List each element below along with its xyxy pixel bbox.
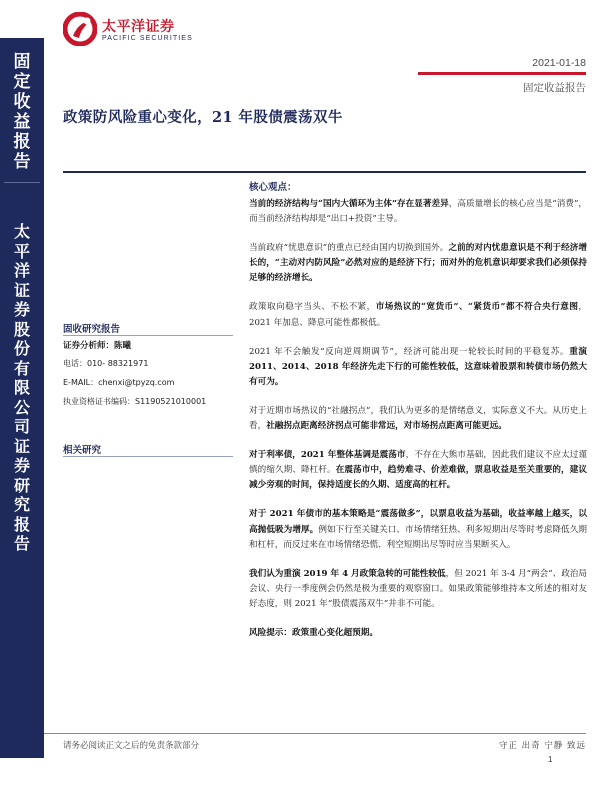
key-point-paragraph [249,300,587,330]
emphasis-text: 风险提示：政策重心变化超预期。 [249,627,378,638]
sidebar-company-label: 太 平 洋 证 券 股 份 有 限 公 司 证 券 研 究 报 告 [13,222,30,554]
emphasis-text: 社融拐点距离经济拐点可能非常远，对市场拐点距离可能更远。 [266,421,507,432]
key-point-paragraph [249,507,587,552]
page-number: 1 [548,755,553,764]
key-points-body [249,197,587,641]
body-text: 2021 年不会触发“反向逆周期调节”，经济可能出现一轮较长时间的平稳复苏。 [249,346,570,357]
key-point-paragraph [249,241,587,286]
emphasis-text: 我们认为重演 2019 年 4 月政策急转的可能性较低 [249,568,446,579]
body-text: 对于近期市场热议的“社融拐点”，我们认为更多的是情绪意义，实际意义不大。从历史上看， [249,405,587,432]
report-type: 固定收益报告 [523,82,586,94]
brand-name-cn: 太平洋证券 [102,19,175,35]
key-point-paragraph [249,345,587,390]
footer-disclaimer: 请务必阅读正文之后的免责条款部分 [63,741,200,751]
key-point-paragraph [249,404,587,434]
body-text: ，2021 年加息、降息可能性都极低。 [249,302,587,328]
company-logo-icon [63,12,97,46]
emphasis-text: 市场热议的“宽货币”、“紧货币”都不符合央行意图 [375,302,579,313]
analyst-phone: 电话：010- 88321971 [63,359,149,368]
body-text: 政策取向稳字当头、不松不紧， [249,302,376,313]
analyst-license: 执业资格证书编码：S1190521010001 [63,397,207,406]
emphasis-text: 对于利率债，2021 年整体基调是震荡市 [249,450,406,461]
emphasis-text: 对于 2021 年债市的基本策略是“震荡做多”，以票息收益为基础，收益率越上越买，以高抛低吸为增厚。 [249,509,587,535]
body-text: 当前政府“忧患意识”的重点已经由国内切换到国外。 [249,243,449,254]
footer-rule [44,733,586,734]
key-points [249,179,587,641]
sidebar-report-label: 固 定 收 益 报 告 [13,52,31,173]
emphasis-text: 在震荡市中，趋势难寻、价差难做，票息收益是至关重要的，建议减少旁观的时间，保持适度长的久期、适度高的杠杆。 [249,465,587,491]
body-text: ，不存在大熊市基础，因此我们建议不应太过谨慎的缩久期、降杠杆。 [249,450,587,476]
title-divider [63,171,586,173]
body-text: 例如下行至关键关口、市场情绪狂热、利多短期出尽等时考虑降低久期和杠杆，而反过来在市场情绪恐慌、利空短期出尽等时应当果断买入。 [249,524,587,550]
sidebar-divider [4,182,40,183]
emphasis-text: 当前的经济结构与“国内大循环为主体”存在显著差异 [249,199,449,209]
section-head-research: 固收研究报告 [63,324,121,335]
emphasis-text: 重演 2011、2014、2018 年经济先走下行的可能性较低，这意味着股票和转债市场仍然大有可为。 [249,346,587,387]
section-rule [63,335,233,336]
emphasis-text: 之前的对内忧患意识是不利于经济增长的，“主动对内防风险”必然对应的是经济下行；而对外的危机意识却要求我们必须保持足够的经济增长。 [249,243,587,284]
header-accent-line [418,72,586,75]
key-point-paragraph [249,626,587,641]
body-text: ，但 2021 年 3-4 月“两会”、政治局会议、央行一季度例会仍然是极为重要的观察窗口。如果政策能够维持本文所述的相对友好态度，则 2021 年“股债震荡双牛”并非不可能。 [249,568,587,609]
brand-name-en: PACIFIC SECURITIES [102,35,193,42]
key-point-paragraph [249,197,587,227]
key-point-paragraph [249,448,587,493]
analyst-email[interactable]: E-MAIL：chenxi@tpyzq.com [63,378,175,387]
body-text: ，高质量增长的核心应当是“消费”，而当前经济结构却是“出口+投资”主导。 [249,199,587,225]
analyst-name: 证券分析师：陈曦 [63,341,132,351]
key-points-head: 核心观点： [249,182,297,193]
key-point-paragraph [249,567,587,612]
section-rule-related [63,456,233,457]
footer-motto: 守正 出奇 宁静 致远 [498,741,586,751]
section-head-related: 相关研究 [63,445,102,456]
report-date: 2021-01-18 [532,57,586,69]
page-title: 政策防风险重心变化，21 年股债震荡双牛 [63,109,343,126]
